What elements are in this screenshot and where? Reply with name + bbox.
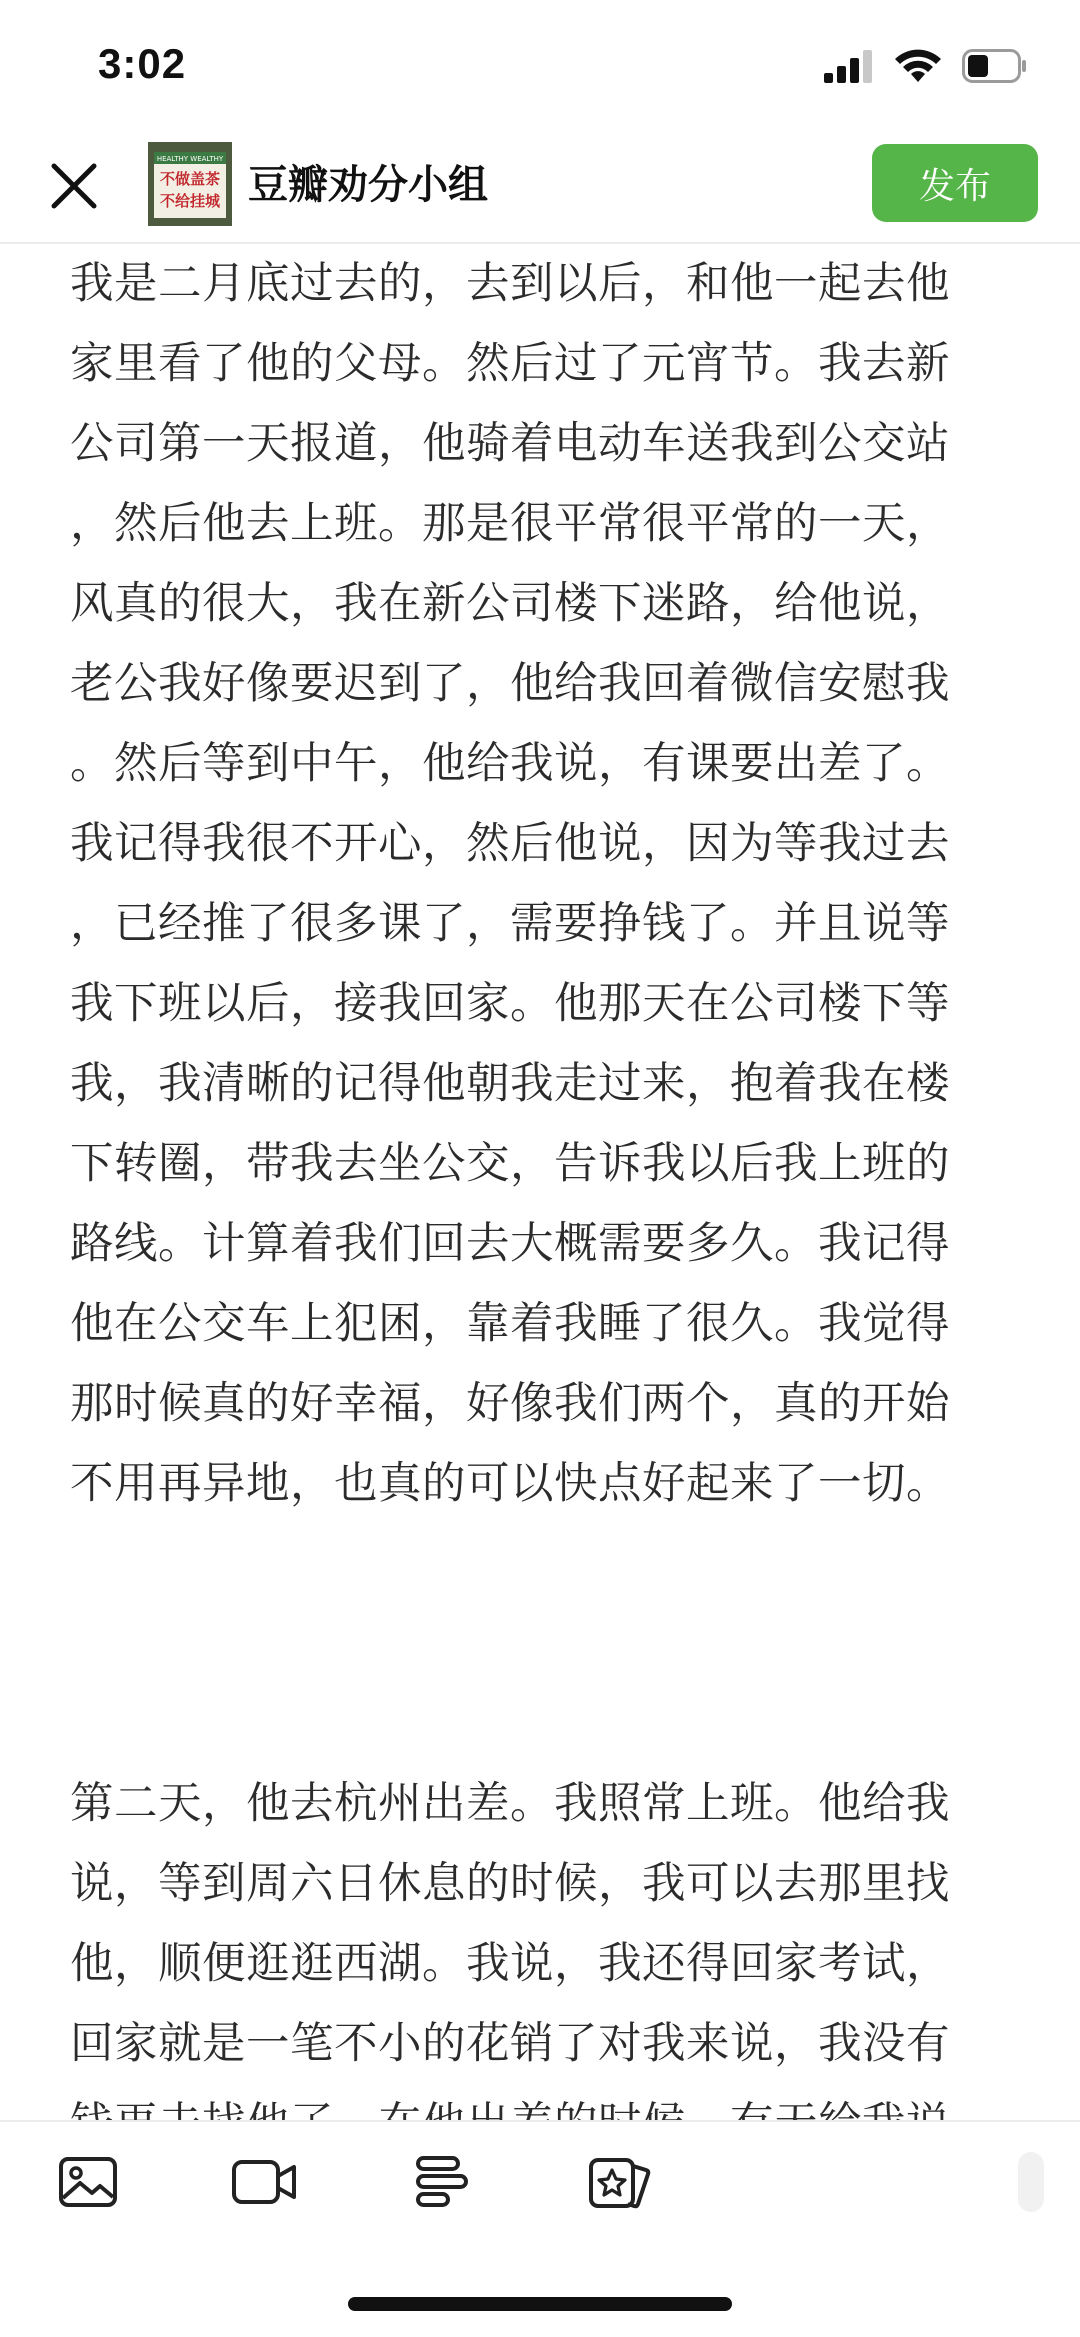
toolbar-scroll-indicator[interactable]: [1018, 2152, 1044, 2212]
text-line: 公司第一天报道，他骑着电动车送我到公交站: [70, 419, 950, 469]
avatar-sign-line-2: 不做盖茶: [159, 170, 221, 188]
home-indicator[interactable]: [348, 2297, 732, 2311]
publish-button[interactable]: 发布: [872, 144, 1038, 222]
text-line: 路线。计算着我们回去大概需要多久。我记得: [70, 1219, 950, 1269]
text-line: 风真的很大，我在新公司楼下迷路，给他说，: [70, 579, 950, 629]
text-line: 家里看了他的父母。然后过了元宵节。我去新: [70, 339, 950, 389]
insert-video-button[interactable]: [232, 2152, 296, 2216]
status-bar: [0, 0, 1080, 130]
text-line: 回家就是一笔不小的花销了对我来说，我没有: [70, 2019, 950, 2069]
insert-image-button[interactable]: [56, 2152, 120, 2216]
paragraph-spacer: [70, 1524, 1020, 1764]
text-line: 那时候真的好幸福，好像我们两个，真的开始: [70, 1379, 950, 1429]
paragraph-1: [70, 244, 1020, 1524]
editor-toolbar: [0, 2120, 1080, 2242]
star-card-icon: [588, 2154, 652, 2214]
group-avatar[interactable]: [148, 142, 232, 226]
status-icons: [824, 50, 1028, 86]
text-line: ，已经推了很多课了，需要挣钱了。并且说等: [70, 899, 950, 949]
text-line: 我，我清晰的记得他朝我走过来，抱着我在楼: [70, 1059, 950, 1109]
avatar-sign-line-3: 不给挂城: [159, 192, 221, 210]
paragraph-2: [70, 1764, 1020, 2164]
text-line: 第二天，他去杭州出差。我照常上班。他给我: [70, 1779, 950, 1829]
avatar-sign-line-1: HEALTHY WEALTHY: [156, 155, 224, 163]
text-line: 不用再异地，也真的可以快点好起来了一切。: [70, 1459, 950, 1509]
text-format-icon: [414, 2154, 470, 2214]
close-button[interactable]: [44, 158, 104, 218]
text-line: 说，等到周六日休息的时候，我可以去那里找: [70, 1859, 950, 1909]
text-line: 我是二月底过去的，去到以后，和他一起去他: [70, 259, 950, 309]
post-header: [0, 130, 1080, 244]
text-line: ，然后他去上班。那是很平常很平常的一天，: [70, 499, 950, 549]
text-line: 他在公交车上犯困，靠着我睡了很久。我觉得: [70, 1299, 950, 1349]
cellular-signal-icon: [824, 49, 874, 87]
battery-icon: [962, 49, 1028, 87]
post-content[interactable]: [70, 244, 1020, 2120]
text-line: 我记得我很不开心，然后他说，因为等我过去: [70, 819, 950, 869]
text-line: 。然后等到中午，他给我说，有课要出差了。: [70, 739, 950, 789]
text-line: 老公我好像要迟到了，他给我回着微信安慰我: [70, 659, 950, 709]
status-time: 3:02: [98, 40, 187, 87]
wifi-icon: [894, 48, 942, 88]
text-line: 他，顺便逛逛西湖。我说，我还得回家考试，: [70, 1939, 950, 1989]
video-icon: [231, 2158, 297, 2210]
text-line: 下转圈，带我去坐公交，告诉我以后我上班的: [70, 1139, 950, 1189]
insert-card-button[interactable]: [588, 2152, 652, 2216]
close-icon: [50, 162, 98, 214]
text-format-button[interactable]: [410, 2152, 474, 2216]
text-line: 我下班以后，接我回家。他那天在公司楼下等: [70, 979, 950, 1029]
group-name[interactable]: 豆瓣劝分小组: [248, 162, 488, 208]
image-icon: [58, 2156, 118, 2212]
